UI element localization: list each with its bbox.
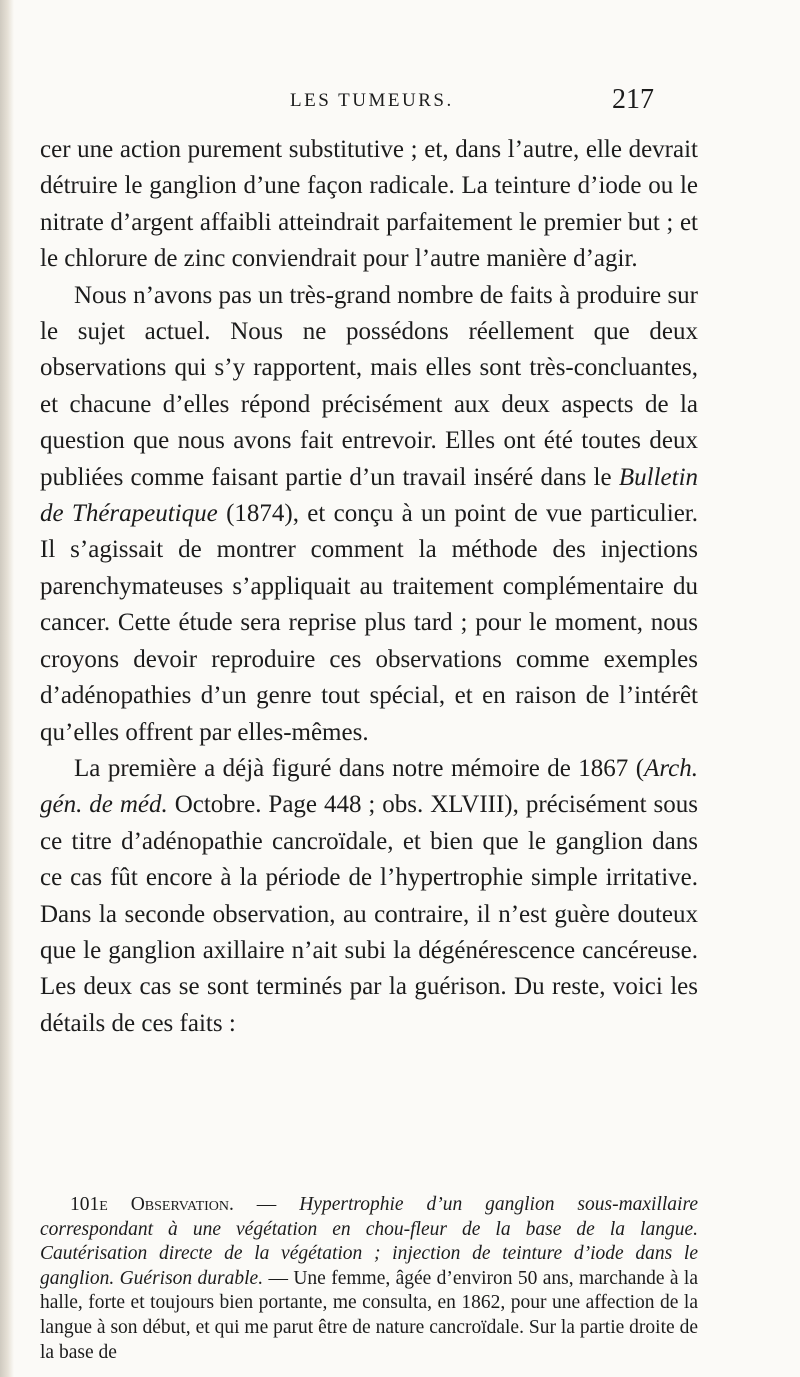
- paragraph-2-text-a: Nous n’avons pas un très-grand nombre de faits à produire sur le sujet actuel. Nous ne possédons réellement que deux observations qui s’y rapportent, mais elles sont très-concluantes, et chacune d’elles répond précisément aux deux aspects de la question que nous avons fait entrevoir. Elles ont été toutes deux publiées comme faisant partie d’un travail inséré dans le: [40, 281, 698, 491]
- paragraph-3-text-b: Octobre. Page 448 ; obs. XLVIII), précisément sous ce titre d’adénopathie cancroïdale, et bien que le ganglion dans ce cas fût encore à la période de l’hypertrophie simple irritative. Dans la seconde observation, au contraire, il n’est guère douteux que le ganglion axillaire n’ait subi la dégénérescence cancéreuse. Les deux cas se sont terminés par la guérison. Du reste, voici les détails de ces faits :: [40, 791, 699, 1037]
- page-number: 217: [612, 84, 654, 115]
- observation-heading: 101e Observation. —: [70, 1194, 277, 1215]
- paragraph-1: [40, 132, 698, 278]
- running-title: LES TUMEURS.: [290, 90, 454, 111]
- journal-reference: Arch. gén. de méd.: [40, 754, 698, 819]
- running-head: [0, 84, 800, 114]
- observation-text: — Une femme, âgée d’environ 50 ans, marchande à la halle, forte et toujours bien portante, me consulta, en 1862, pour une affection de la langue à son début, et qui me parut être de nature cancroïdale. Sur la partie droite de la base de: [40, 1267, 698, 1363]
- paragraph-3-text-a: La première a déjà figuré dans notre mémoire de 1867 (: [74, 754, 645, 782]
- paragraph-2: [40, 278, 698, 751]
- paragraph-3: [40, 751, 698, 1042]
- paragraph-2-text-b: (1874), et conçu à un point de vue particulier. Il s’agissait de montrer comment la méthode des injections parenchymateuses s’appliquait au traitement complémentaire du cancer. Cette étude sera reprise plus tard ; pour le moment, nous croyons devoir reproduire ces observations comme exemples d’adénopathies d’un genre tout spécial, et en raison de l’intérêt qu’elles offrent par elles-mêmes.: [40, 500, 698, 746]
- journal-title: Bulletin de Thérapeutique: [40, 463, 699, 528]
- observation-block: [40, 1193, 698, 1365]
- observation-paragraph: [40, 1193, 698, 1365]
- paragraph-1-text: cer une action purement substitutive ; et, dans l’autre, elle devrait détruire le ganglion d’une façon radicale. La teinture d’iode ou le nitrate d’argent affaibli atteindrait parfaitement le premier but ; et le chlorure de zinc conviendrait pour l’autre manière d’agir.: [40, 136, 698, 273]
- observation-title: Hypertrophie d’un ganglion sous-maxillaire correspondant à une végétation en chou-fleur de la base de la langue. Cautérisation directe de la végétation ; injection de teinture d’iode dans le ganglion. Guérison durable.: [40, 1194, 698, 1289]
- body-text: [40, 132, 698, 1042]
